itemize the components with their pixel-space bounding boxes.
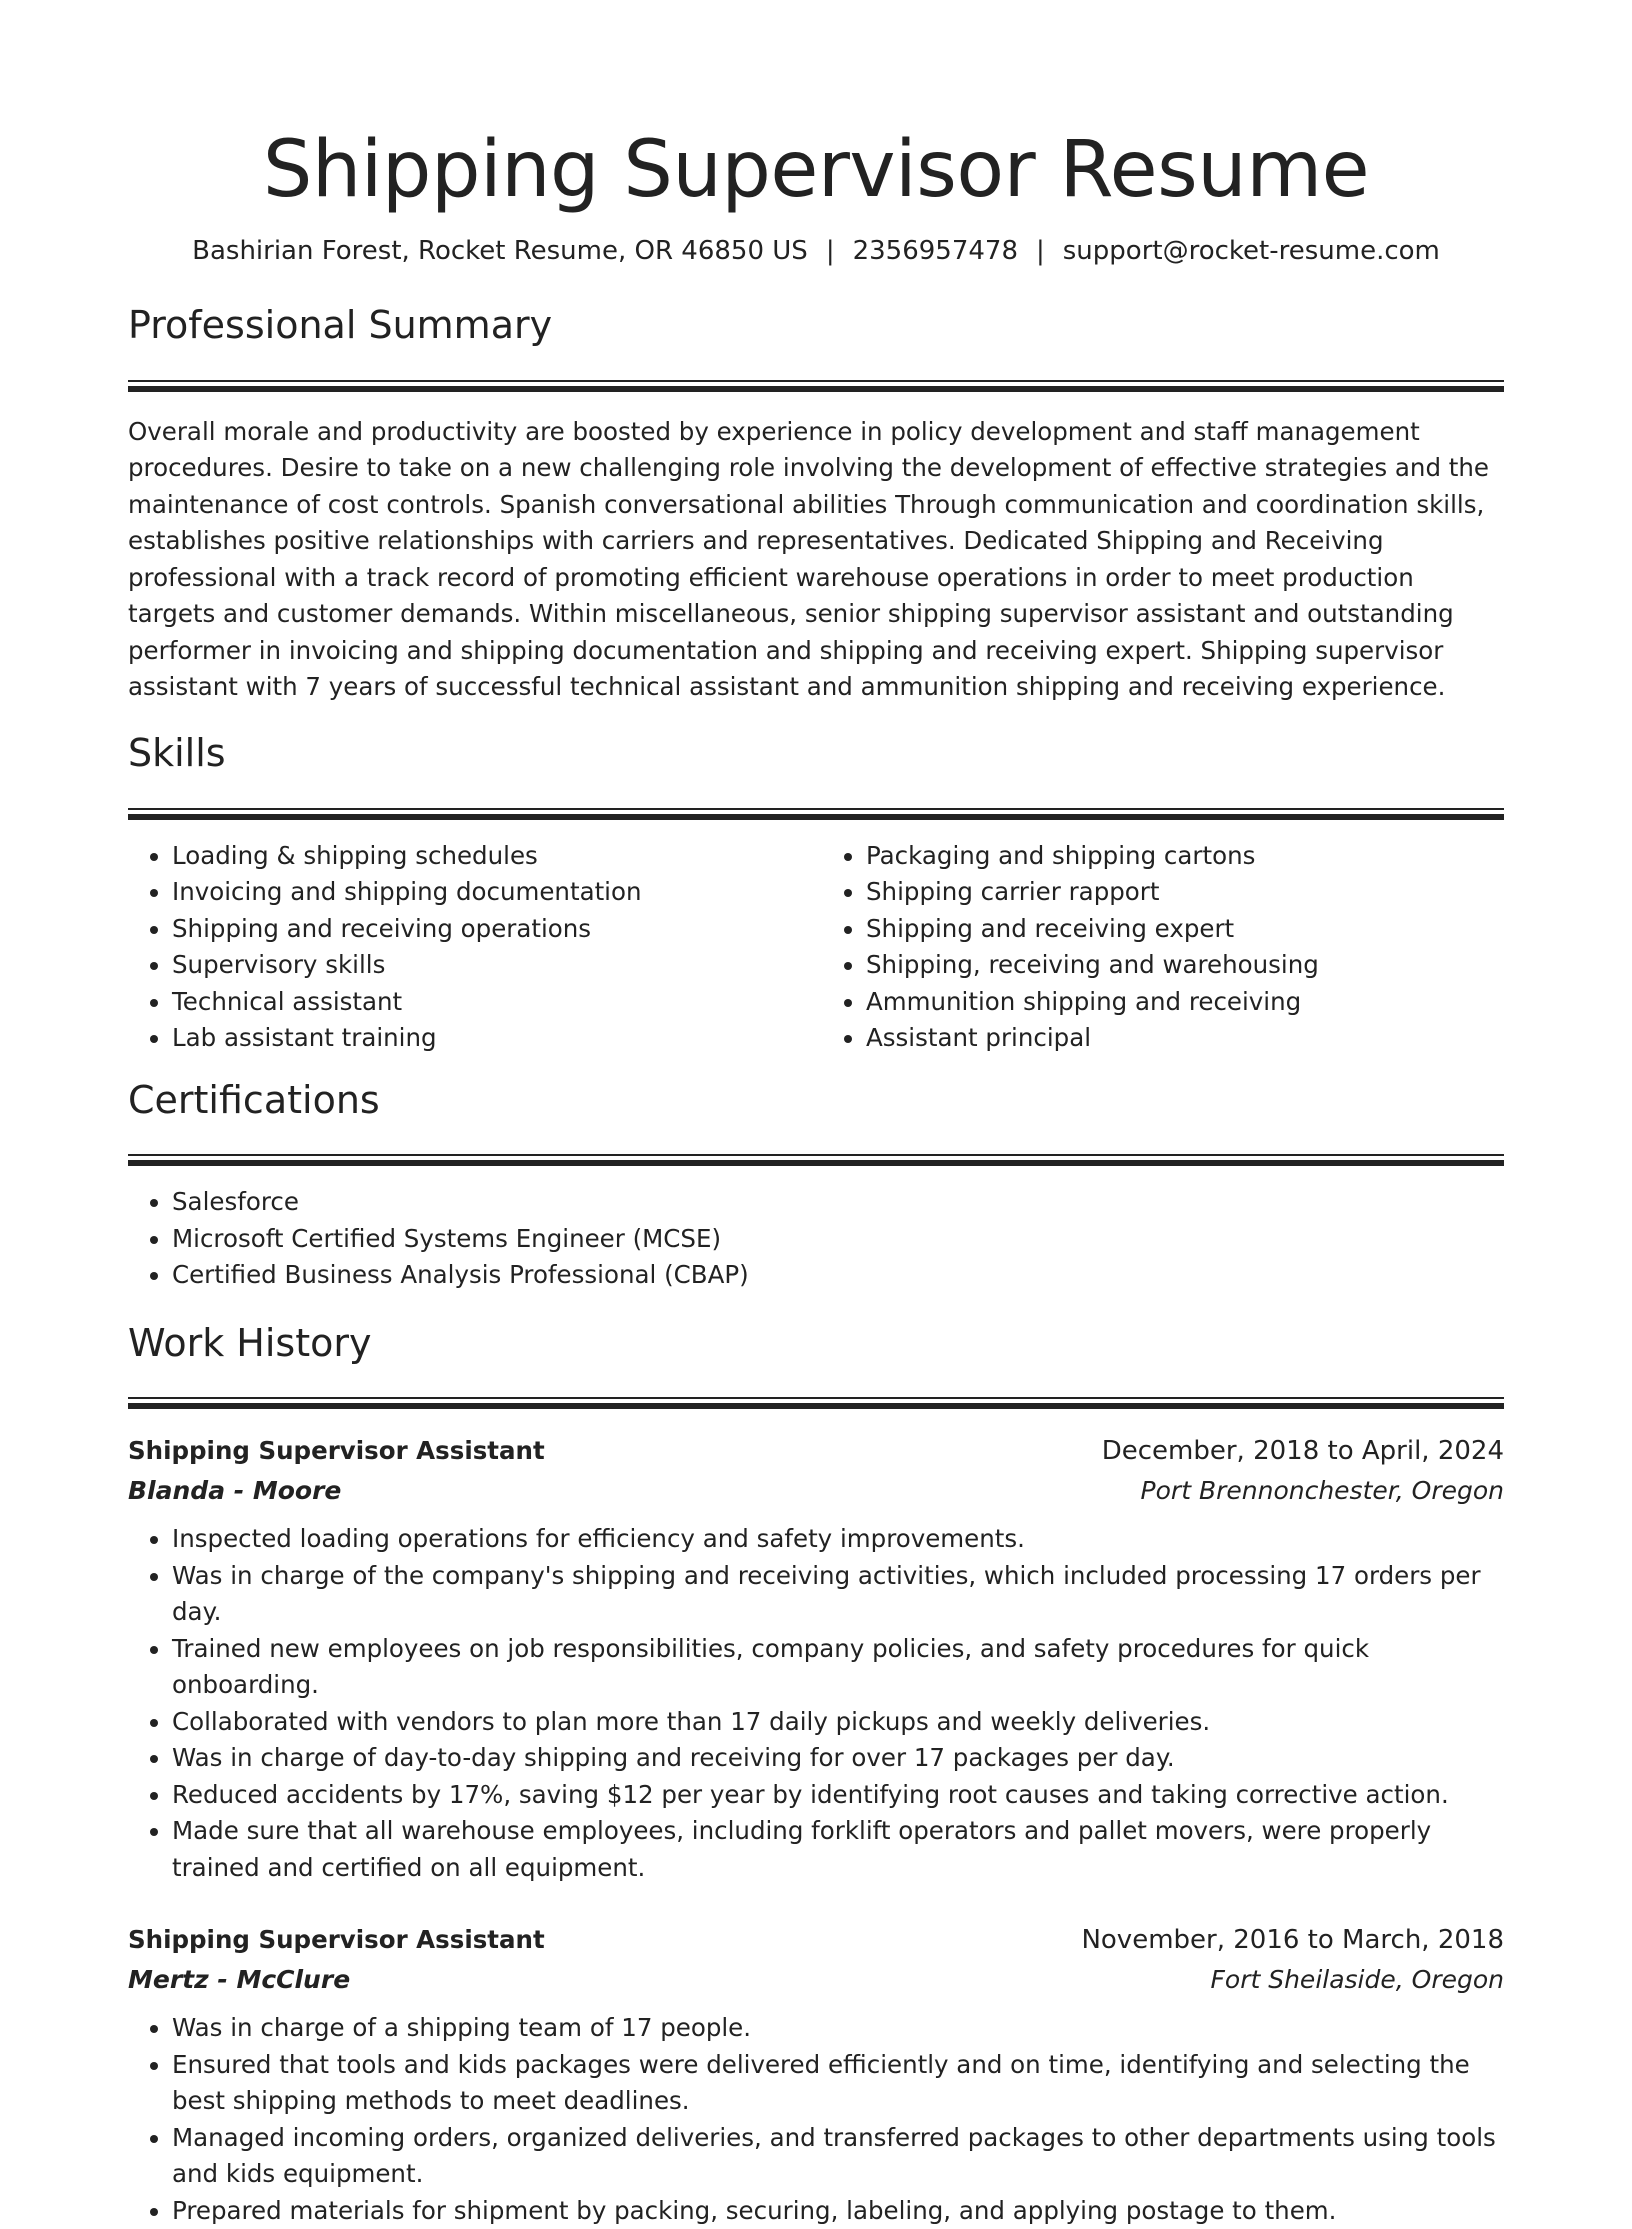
job-bullet: • Ensured that tools and kids packages were delivered efficiently and on time, identifying and selecting the best shipping methods to meet deadlines.: [172, 2047, 1504, 2120]
section-heading-certifications: Certifications: [128, 1077, 380, 1122]
page-title: Shipping Supervisor Resume: [262, 125, 1370, 215]
job-entry: [128, 1431, 1504, 1886]
job-bullet: • Inspected loading operations for efficiency and safety improvements.: [172, 1521, 1504, 1558]
job-bullet: • Trained new employees on job responsibilities, company policies, and safety procedures for quick onboarding.: [172, 1631, 1504, 1704]
summary-section: [128, 302, 1504, 706]
job-bullet: • Made sure that all warehouse employees, including forklift operators and pallet movers, were properly trained and certified on all equipment.: [172, 1813, 1504, 1886]
skill-item: • Ammunition shipping and receiving: [866, 984, 1504, 1021]
section-divider: [128, 1154, 1504, 1156]
resume-page: [128, 0, 1504, 2229]
section-divider: [128, 380, 1504, 382]
skill-item: • Invoicing and shipping documentation: [172, 874, 816, 911]
section-divider: [128, 808, 1504, 810]
certification-item: • Certified Business Analysis Professional (CBAP): [172, 1257, 1504, 1294]
job-company: Blanda - Moore: [128, 1476, 342, 1506]
job-bullets: [128, 2010, 1504, 2229]
skills-section: [128, 730, 1504, 1057]
job-entry: [128, 1920, 1504, 2229]
section-heading-skills: Skills: [128, 731, 226, 776]
job-bullet: • Was in charge of a shipping team of 17 people.: [172, 2010, 1504, 2047]
contact-separator: |: [1036, 236, 1045, 266]
job-bullet: • Managed incoming orders, organized deliveries, and transferred packages to other departments using tools and kids equipment.: [172, 2120, 1504, 2193]
contact-address: Bashirian Forest, Rocket Resume, OR 46850 US: [192, 236, 808, 266]
job-title: Shipping Supervisor Assistant: [128, 1436, 545, 1466]
skills-list-left: [128, 838, 816, 1057]
job-bullet: • Collaborated with vendors to plan more than 17 daily pickups and weekly deliveries.: [172, 1704, 1504, 1741]
skill-item: • Lab assistant training: [172, 1020, 816, 1057]
skill-item: • Technical assistant: [172, 984, 816, 1021]
certification-item: • Salesforce: [172, 1184, 1504, 1221]
skills-list-right: [816, 838, 1504, 1057]
skill-item: • Shipping and receiving operations: [172, 911, 816, 948]
contact-phone[interactable]: 2356957478: [852, 236, 1018, 266]
certifications-section: [128, 1077, 1504, 1294]
skill-item: • Supervisory skills: [172, 947, 816, 984]
work-history-section: [128, 1320, 1504, 2229]
job-title: Shipping Supervisor Assistant: [128, 1925, 545, 1955]
section-heading-work-history: Work History: [128, 1320, 372, 1365]
skill-item: • Packaging and shipping cartons: [866, 838, 1504, 875]
certification-item: • Microsoft Certified Systems Engineer (MCSE): [172, 1221, 1504, 1258]
skill-item: • Loading & shipping schedules: [172, 838, 816, 875]
section-heading-summary: Professional Summary: [128, 303, 553, 347]
job-bullet: • Reduced accidents by 17%, saving $12 per year by identifying root causes and taking corrective action.: [172, 1777, 1504, 1814]
skills-columns: [128, 838, 1504, 1057]
contact-line: [128, 234, 1504, 268]
job-dates: December, 2018 to April, 2024: [1101, 1436, 1504, 1467]
section-divider: [128, 1397, 1504, 1399]
job-company: Mertz - McClure: [128, 1965, 351, 1995]
job-bullet: • Was in charge of the company's shipping and receiving activities, which included processing 17 orders per day.: [172, 1558, 1504, 1631]
skill-item: • Assistant principal: [866, 1020, 1504, 1057]
job-location: Port Brennonchester, Oregon: [1140, 1476, 1504, 1506]
contact-email[interactable]: support@rocket-resume.com: [1062, 236, 1440, 266]
summary-text: Overall morale and productivity are boosted by experience in policy development and staff management procedures. Desire to take on a new challenging role involving the development of effective strategies and the maintenance of cost controls. Spanish conversational abilities Through communication and coordination skills, establishes positive relationships with carriers and representatives. Dedicated Shipping and Receiving professional with a track record of promoting efficient warehouse operations in order to meet production targets and customer demands. Within miscellaneous, senior shipping supervisor assistant and outstanding performer in invoicing and shipping documentation and shipping and receiving expert. Shipping supervisor assistant with 7 years of successful technical assistant and ammunition shipping and receiving experience.: [128, 416, 1489, 702]
job-bullets: [128, 1521, 1504, 1886]
skill-item: • Shipping carrier rapport: [866, 874, 1504, 911]
job-location: Fort Sheilaside, Oregon: [1210, 1965, 1504, 1995]
skill-item: • Shipping and receiving expert: [866, 911, 1504, 948]
contact-separator: |: [825, 236, 835, 266]
job-dates: November, 2016 to March, 2018: [1081, 1925, 1504, 1956]
job-bullet: • Was in charge of day-to-day shipping and receiving for over 17 packages per day.: [172, 1740, 1504, 1777]
skill-item: • Shipping, receiving and warehousing: [866, 947, 1504, 984]
certifications-list: [128, 1184, 1504, 1294]
job-bullet: • Prepared materials for shipment by packing, securing, labeling, and applying postage to them.: [172, 2193, 1504, 2229]
